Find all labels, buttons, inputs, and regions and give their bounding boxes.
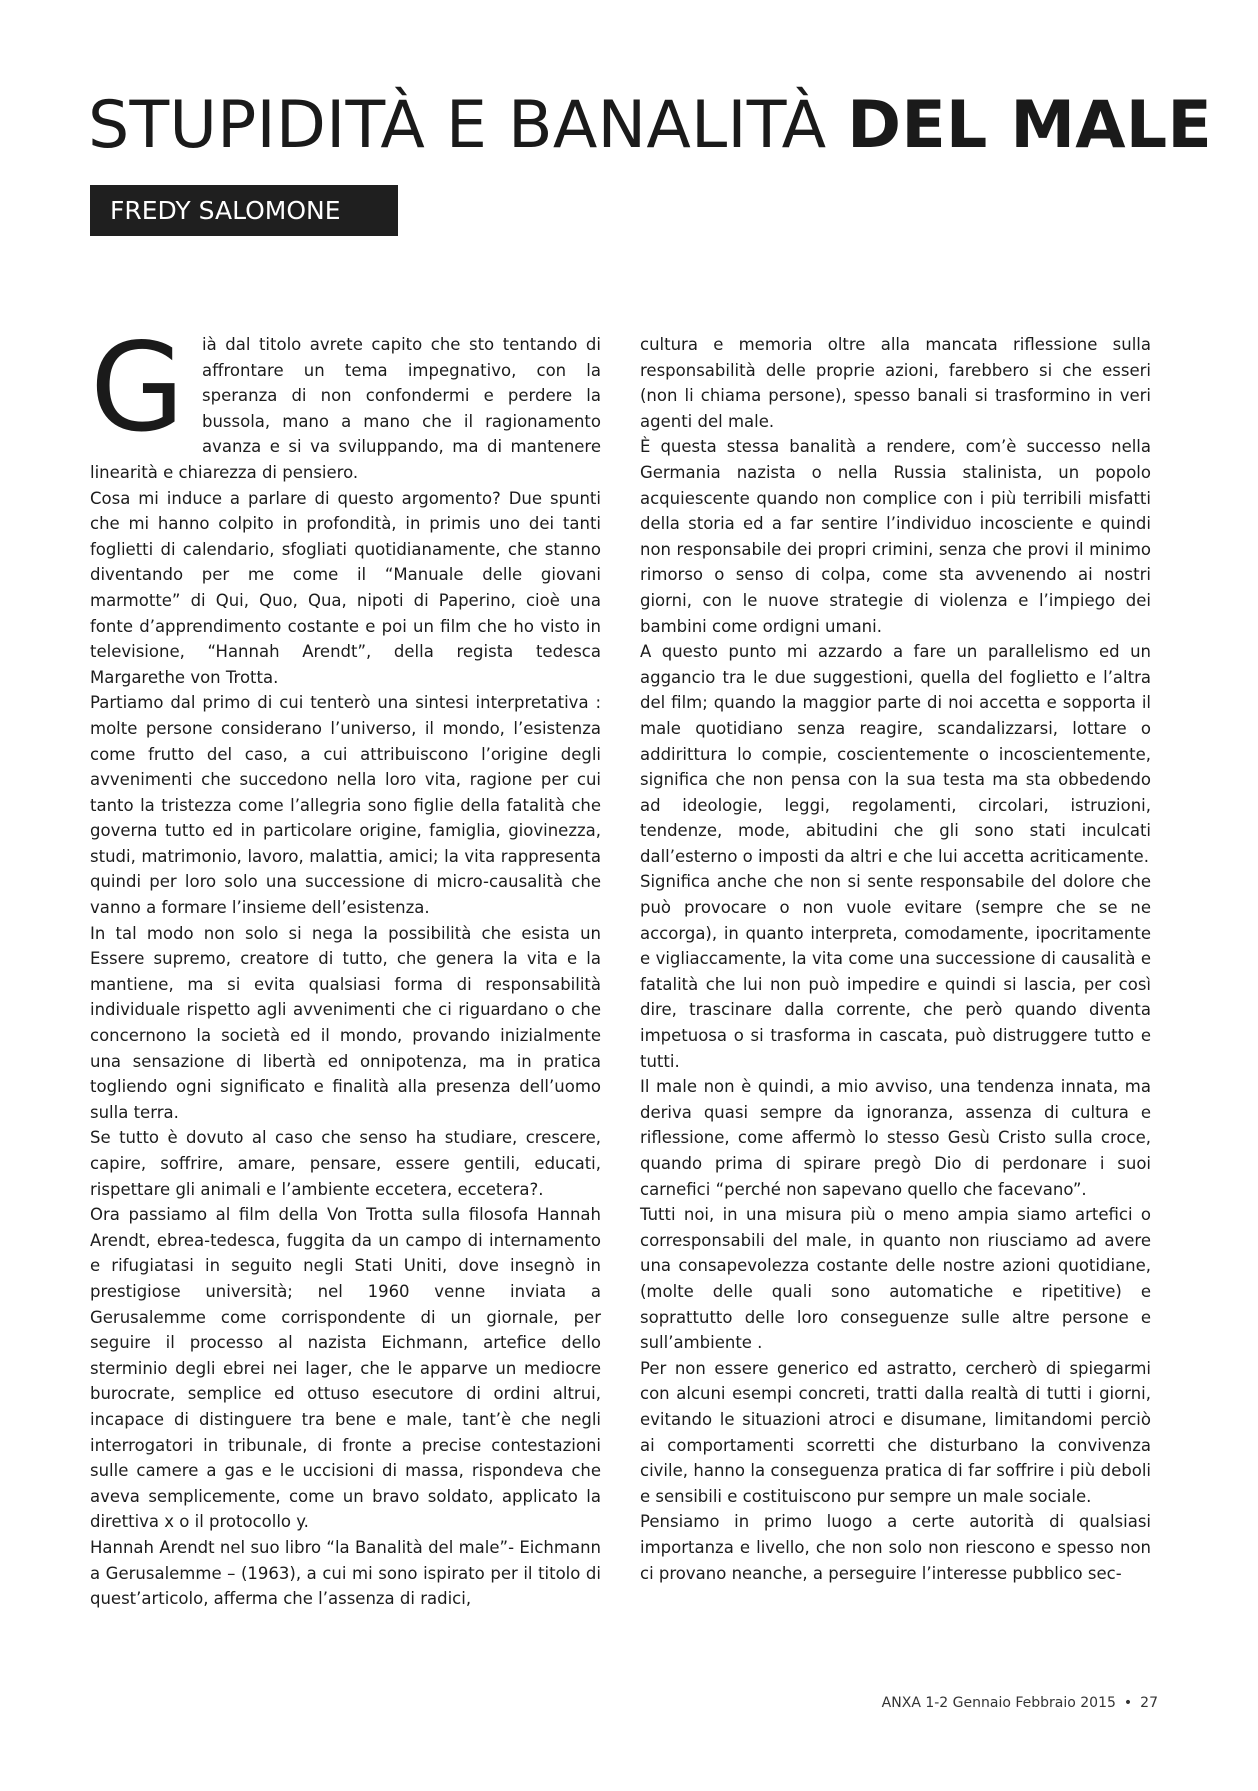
- paragraph: Hannah Arendt nel suo libro “la Banalità del male”- Eichmann a Gerusalemme – (1963), a cui mi sono ispirato per il titolo di quest’articolo, afferma che l’assenza di radici,: [90, 1537, 601, 1609]
- paragraph: cultura e memoria oltre alla mancata riflessione sulla responsabilità delle proprie azioni, farebbero si che esseri (non li chiama persone), spesso banali si trasformino in veri agenti del male.: [640, 335, 1151, 431]
- footer-separator: •: [1123, 1695, 1133, 1711]
- paragraph: Tutti noi, in una misura più o meno ampia siamo artefici o corresponsabili del male, in quanto non riusciamo ad avere una consapevolezza costante delle nostre azioni quotidiane, (molte delle quali sono automatiche e ripetitive) e soprattutto delle loro conseguenze sulle altre persone e sull’ambiente .: [640, 1205, 1151, 1353]
- article-title: [88, 88, 1212, 163]
- paragraph: Cosa mi induce a parlare di questo argomento? Due spunti che mi hanno colpito in profondità, in primis uno dei tanti foglietti di calendario, sfogliati quotidianamente, che stanno diventando per me come il “Manuale delle giovani marmotte” di Qui, Quo, Qua, nipoti di Paperino, cioè una fonte d’apprendimento costante e poi un film che ho visto in televisione, “Hannah Arendt”, della regista tedesca Margarethe von Trotta.: [90, 488, 601, 687]
- article-title-bold: DEL MALE: [847, 88, 1212, 163]
- paragraph: Pensiamo in primo luogo a certe autorità di qualsiasi importanza e livello, che non solo non riescono e spesso non ci provano neanche, a perseguire l’interesse pubblico sec-: [640, 1512, 1151, 1583]
- article-column-right: [640, 332, 1151, 1586]
- paragraph: Il male non è quindi, a mio avviso, una tendenza innata, ma deriva quasi sempre da ignoranza, assenza di cultura e riflessione, come affermò lo stesso Gesù Cristo sulla croce, quando prima di spirare pregò Dio di perdonare i suoi carnefici “perché non sapevano quello che facevano”.: [640, 1077, 1151, 1199]
- paragraph: ià dal titolo avrete capito che sto tentando di affrontare un tema impegnativo, con la speranza di non confondermi e perdere la bussola, mano a mano che il ragionamento avanza e si va sviluppando, ma di mantenere linearità e chiarezza di pensiero.: [90, 335, 601, 482]
- paragraph: È questa stessa banalità a rendere, com’è successo nella Germania nazista o nella Russia stalinista, un popolo acquiescente quando non complice con i più terribili misfatti della storia ed a far sentire l’individuo incosciente e quindi non responsabile dei propri crimini, senza che provi il minimo rimorso o senso di colpa, come sta avvenendo ai nostri giorni, con le nuove strategie di violenza e l’impiego dei bambini come ordigni umani.: [640, 437, 1151, 636]
- author-badge: FREDY SALOMONE: [90, 185, 398, 236]
- paragraph: In tal modo non solo si nega la possibilità che esista un Essere supremo, creatore di tutto, che genera la vita e la mantiene, ma si evita qualsiasi forma di responsabilità individuale rispetto agli avvenimenti che ci riguardano o che concernono la società ed il mondo, provando inizialmente una sensazione di libertà ed onnipotenza, ma in pratica togliendo ogni significato e finalità alla presenza dell’uomo sulla terra.: [90, 923, 601, 1122]
- page-footer: [882, 1695, 1158, 1711]
- page-number: 27: [1140, 1695, 1158, 1711]
- paragraph: Partiamo dal primo di cui tenterò una sintesi interpretativa : molte persone considerano l’universo, il mondo, l’esistenza come frutto del caso, a cui attribuiscono l’origine degli avvenimenti che succedono nella loro vita, ragione per cui tanto la tristezza come l’allegria sono figlie della fatalità che governa tutto ed in particolare origine, famiglia, giovinezza, studi, matrimonio, lavoro, malattia, amici; la vita rappresenta quindi per loro solo una successione di micro-causalità che vanno a formare l’insieme dell’esistenza.: [90, 693, 601, 918]
- publication-info: ANXA 1-2 Gennaio Febbraio 2015: [881, 1695, 1116, 1711]
- paragraph: Significa anche che non si sente responsabile del dolore che può provocare o non vuole evitare (sempre che se ne accorga), in quanto interpreta, comodamente, ipocritamente e vigliaccamente, la vita come una successione di causalità e fatalità che lui non può impedire e quindi si lascia, per così dire, trascinare dalla corrente, che però quando diventa impetuosa o si trasforma in cascata, può distruggere tutto e tutti.: [640, 872, 1151, 1071]
- paragraph: A questo punto mi azzardo a fare un parallelismo ed un aggancio tra le due suggestioni, quella del foglietto e l’altra del film; quando la maggior parte di noi accetta e sopporta il male quotidiano senza reagire, scandalizzarsi, lottare o addirittura lo compie, coscientemente o incoscientemente, significa che non pensa con la sua testa ma sta obbedendo ad ideologie, leggi, regolamenti, circolari, istruzioni, tendenze, mode, abitudini che gli sono stati inculcati dall’esterno o imposti da altri e che lui accetta acriticamente.: [640, 642, 1151, 866]
- article-title-light: STUPIDITÀ E BANALITÀ: [88, 88, 848, 163]
- paragraph: Ora passiamo al film della Von Trotta sulla filosofa Hannah Arendt, ebrea-tedesca, fuggita da un campo di internamento e rifugiatasi in seguito negli Stati Uniti, dove insegnò in prestigiose università; nel 1960 venne inviata a Gerusalemme come corrispondente di un giornale, per seguire il processo al nazista Eichmann, artefice dello sterminio degli ebrei nei lager, che le apparve un mediocre burocrate, semplice ed ottuso esecutore di ordini altrui, incapace di distinguere tra bene e male, tant’è che negli interrogatori in tribunale, di fronte a precise contestazioni sulle camere a gas e le uccisioni di massa, rispondeva che aveva semplicemente, come un bravo soldato, applicato la direttiva x o il protocollo y.: [90, 1205, 601, 1532]
- paragraph: Per non essere generico ed astratto, cercherò di spiegarmi con alcuni esempi concreti, tratti dalla realtà di tutti i giorni, evitando le situazioni atroci e disumane, limitandomi perciò ai comportamenti scorretti che disturbano la convivenza civile, hanno la conseguenza pratica di far soffrire i più deboli e sensibili e costituiscono pur sempre un male sociale.: [640, 1358, 1151, 1506]
- article-column-left: [90, 317, 601, 1612]
- paragraph: Se tutto è dovuto al caso che senso ha studiare, crescere, capire, soffrire, amare, pensare, essere gentili, educati, rispettare gli animali e l’ambiente eccetera, eccetera?.: [90, 1128, 601, 1199]
- drop-cap: G: [90, 317, 185, 459]
